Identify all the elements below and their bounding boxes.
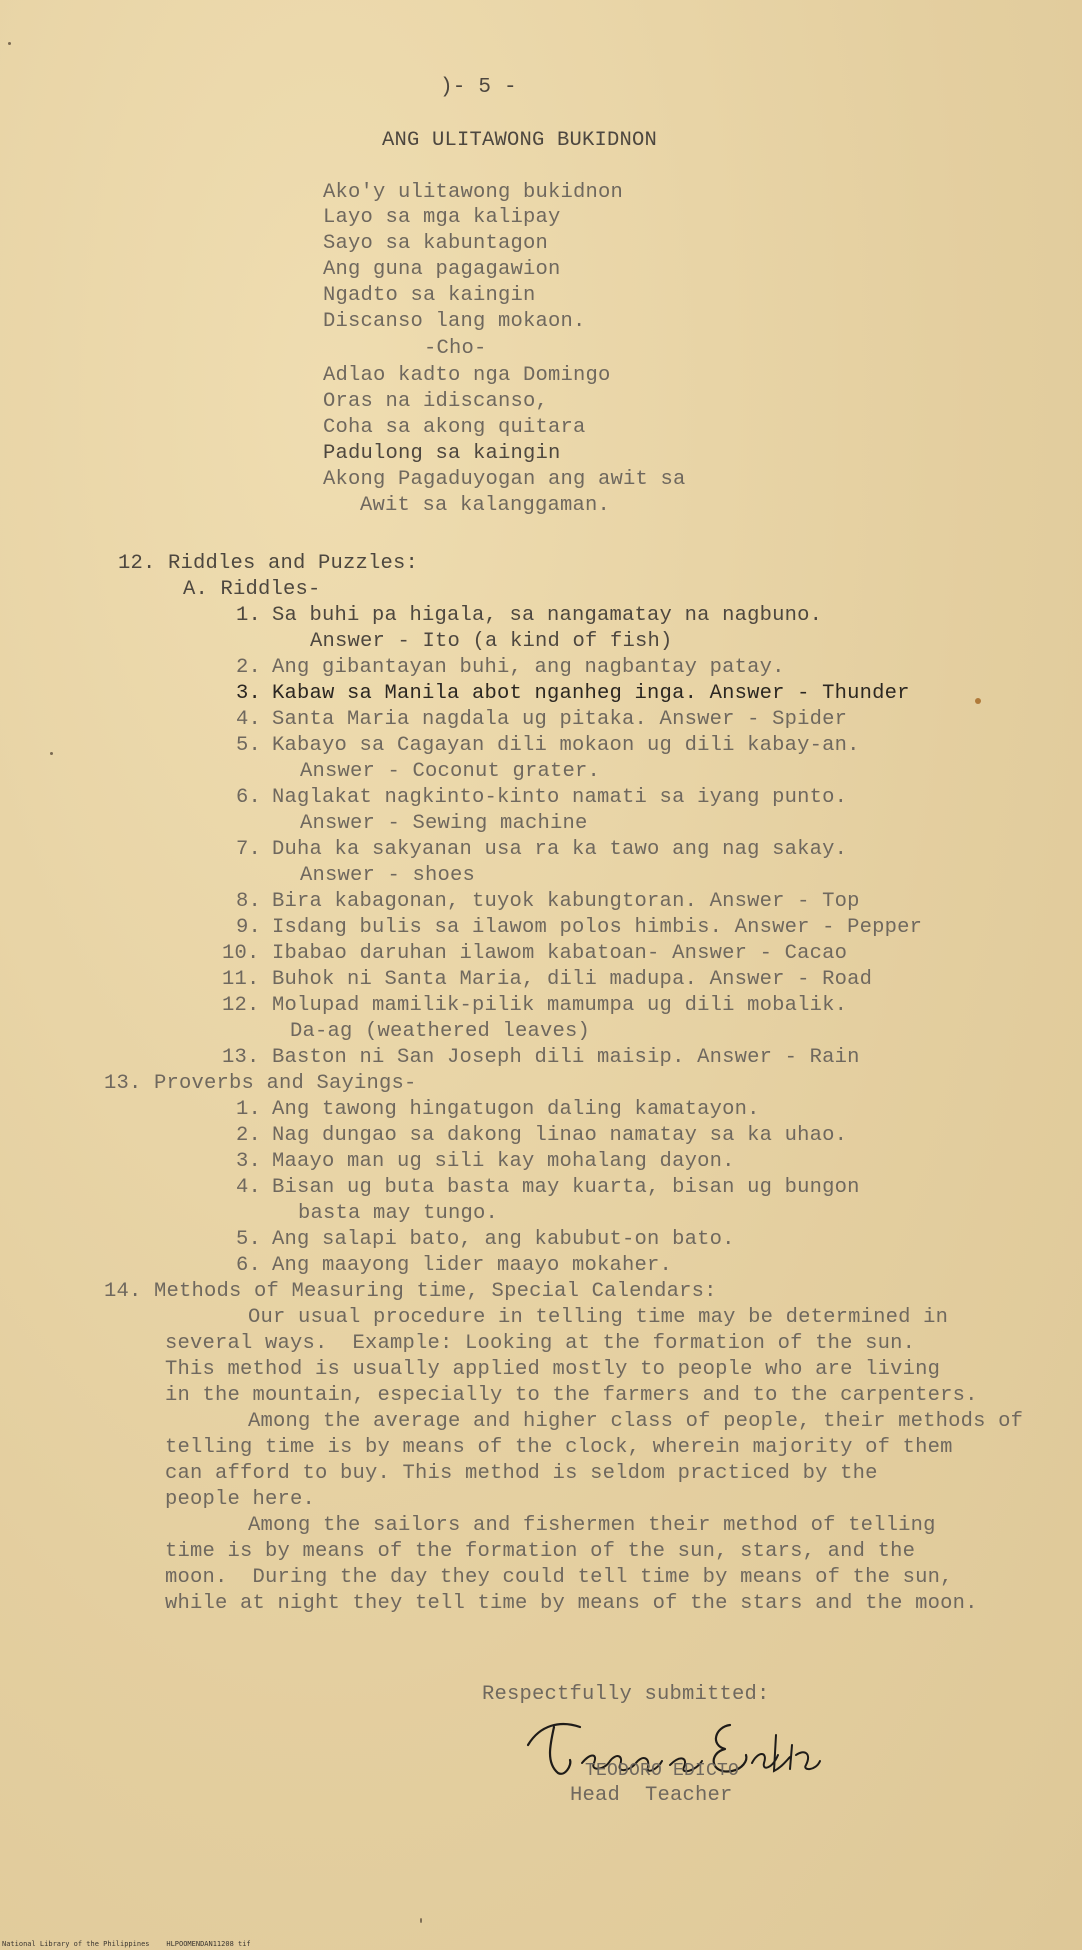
paragraph-line: telling time is by means of the clock, wherein majority of them <box>165 1436 953 1459</box>
song-line: Coha sa akong quitara <box>323 416 586 439</box>
proverb-text: Nag dungao sa dakong linao namatay sa ka uhao. <box>272 1124 848 1147</box>
riddle-text: Kabaw sa Manila abot nganheg inga. Answer - Thunder <box>272 682 910 705</box>
song-title: ANG ULITAWONG BUKIDNON <box>382 129 658 152</box>
proverb-number: 6. <box>236 1254 262 1277</box>
section-14-heading: 14. Methods of Measuring time, Special Calendars: <box>104 1280 717 1303</box>
page-number: )- 5 - <box>440 76 517 99</box>
riddle-answer: Da-ag (weathered leaves) <box>290 1020 591 1043</box>
song-line: Akong Pagaduyogan ang awit sa <box>323 468 686 491</box>
proverb-continuation: basta may tungo. <box>298 1202 499 1225</box>
riddle-text: Naglakat nagkinto-kinto namati sa iyang punto. <box>272 786 848 809</box>
paragraph-line: moon. During the day they could tell time by means of the sun, <box>165 1566 953 1589</box>
song-line: Ang guna pagagawion <box>323 258 561 281</box>
riddle-number: 4. <box>236 708 262 731</box>
paragraph-line: several ways. Example: Looking at the formation of the sun. <box>165 1332 916 1355</box>
riddle-text: Isdang bulis sa ilawom polos himbis. Answer - Pepper <box>272 916 923 939</box>
scan-footer: National Library of the Philippines HLPOOMENDAN11208 tif <box>2 1940 251 1948</box>
riddle-text: Sa buhi pa higala, sa nangamatay na nagbuno. <box>272 604 823 627</box>
song-line: Ngadto sa kaingin <box>323 284 536 307</box>
song-line: Discanso lang mokaon. <box>323 310 586 333</box>
proverb-text: Ang maayong lider maayo mokaher. <box>272 1254 673 1277</box>
riddle-text: Buhok ni Santa Maria, dili madupa. Answer - Road <box>272 968 873 991</box>
riddle-text: Kabayo sa Cagayan dili mokaon ug dili kabay-an. <box>272 734 860 757</box>
riddle-text: Ang gibantayan buhi, ang nagbantay patay. <box>272 656 785 679</box>
chorus-label: -Cho- <box>424 337 487 360</box>
riddle-number: 12. <box>222 994 260 1017</box>
scan-speck <box>50 752 53 755</box>
song-line: Layo sa mga kalipay <box>323 206 561 229</box>
signatory-name: TEODORO EDICTO <box>585 1761 740 1781</box>
proverb-text: Maayo man ug sili kay mohalang dayon. <box>272 1150 735 1173</box>
paragraph-line: Our usual procedure in telling time may be determined in <box>248 1306 949 1329</box>
proverb-text: Ang salapi bato, ang kabubut-on bato. <box>272 1228 735 1251</box>
riddle-number: 7. <box>236 838 262 861</box>
proverb-text: Ang tawong hingatugon daling kamatayon. <box>272 1098 760 1121</box>
section-12-heading: 12. Riddles and Puzzles: <box>118 552 419 575</box>
paragraph-line: in the mountain, especially to the farmers and to the carpenters. <box>165 1384 978 1407</box>
proverb-number: 2. <box>236 1124 262 1147</box>
proverb-text: Bisan ug buta basta may kuarta, bisan ug bungon <box>272 1176 860 1199</box>
paragraph-line: while at night they tell time by means of the stars and the moon. <box>165 1592 978 1615</box>
proverb-number: 3. <box>236 1150 262 1173</box>
song-line: Awit sa kalanggaman. <box>360 494 611 517</box>
riddle-text: Molupad mamilik-pilik mamumpa ug dili mobalik. <box>272 994 848 1017</box>
proverb-number: 5. <box>236 1228 262 1251</box>
riddle-number: 1. <box>236 604 262 627</box>
riddle-number: 2. <box>236 656 262 679</box>
riddle-number: 10. <box>222 942 260 965</box>
song-line: Padulong sa kaingin <box>323 442 561 465</box>
riddle-text: Santa Maria nagdala ug pitaka. Answer - Spider <box>272 708 848 731</box>
paragraph-line: can afford to buy. This method is seldom practiced by the <box>165 1462 878 1485</box>
section-13-heading: 13. Proverbs and Sayings- <box>104 1072 417 1095</box>
riddles-subheading: A. Riddles- <box>183 578 321 601</box>
riddle-number: 9. <box>236 916 262 939</box>
respectfully-submitted: Respectfully submitted: <box>482 1683 770 1706</box>
riddle-answer: Answer - shoes <box>300 864 476 887</box>
paragraph-line: Among the average and higher class of people, their methods of <box>248 1410 1024 1433</box>
paragraph-line: Among the sailors and fishermen their method of telling <box>248 1514 936 1537</box>
proverb-number: 1. <box>236 1098 262 1121</box>
riddle-text: Duha ka sakyanan usa ra ka tawo ang nag sakay. <box>272 838 848 861</box>
paragraph-line: people here. <box>165 1488 316 1511</box>
riddle-text: Bira kabagonan, tuyok kabungtoran. Answer - Top <box>272 890 860 913</box>
riddle-answer: Answer - Ito (a kind of fish) <box>310 630 673 653</box>
riddle-number: 6. <box>236 786 262 809</box>
paragraph-line: time is by means of the formation of the sun, stars, and the <box>165 1540 916 1563</box>
riddle-number: 13. <box>222 1046 260 1069</box>
riddle-number: 3. <box>236 682 262 705</box>
riddle-number: 5. <box>236 734 262 757</box>
scan-speck <box>420 1918 422 1923</box>
paragraph-line: This method is usually applied mostly to people who are living <box>165 1358 941 1381</box>
proverb-number: 4. <box>236 1176 262 1199</box>
riddle-text: Baston ni San Joseph dili maisip. Answer - Rain <box>272 1046 860 1069</box>
scan-speck <box>975 698 981 704</box>
song-line: Adlao kadto nga Domingo <box>323 364 611 387</box>
riddle-text: Ibabao daruhan ilawom kabatoan- Answer - Cacao <box>272 942 848 965</box>
song-line: Sayo sa kabuntagon <box>323 232 549 255</box>
signatory-position: Head Teacher <box>570 1784 733 1807</box>
riddle-number: 8. <box>236 890 262 913</box>
song-line: Ako'y ulitawong bukidnon <box>323 181 624 204</box>
scan-speck <box>8 42 11 45</box>
riddle-answer: Answer - Sewing machine <box>300 812 588 835</box>
riddle-number: 11. <box>222 968 260 991</box>
riddle-answer: Answer - Coconut grater. <box>300 760 601 783</box>
song-line: Oras na idiscanso, <box>323 390 549 413</box>
